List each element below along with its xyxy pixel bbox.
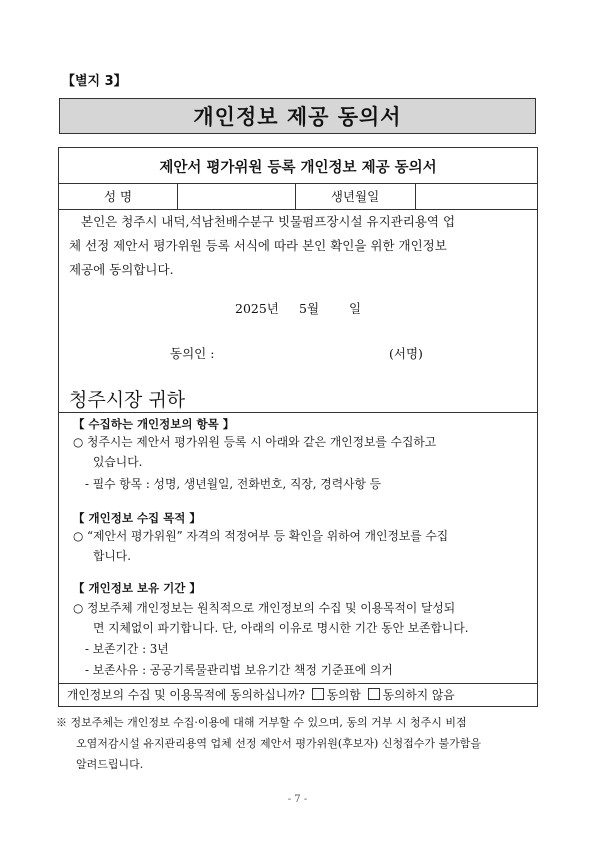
attachment-label: 【별지 3】 xyxy=(62,74,127,89)
footnote-line-2: 오염저감시설 유지관리용역 업체 선정 제안서 평가위원(후보자) 신청접수가 불가함을 xyxy=(76,737,481,750)
footnote-line-1: ※ 정보주체는 개인정보 수집·이용에 대해 거부할 수 있으며, 동의 거부 시 청주시 비점 xyxy=(56,716,467,729)
birth-label: 생년월일 xyxy=(330,189,380,204)
section-text: ○ 청주시는 제안서 평가위원 등록 시 아래와 같은 개인정보를 수집하고 xyxy=(73,435,437,449)
date-month: 5월 xyxy=(299,301,320,316)
consent-row xyxy=(67,685,455,705)
section-text: 있습니다. xyxy=(93,455,143,469)
statement-line-2: 체 선정 제안서 평가위원 등록 서식에 따라 본인 확인을 위한 개인정보 xyxy=(69,238,447,253)
addressee: 청주시장 귀하 xyxy=(69,389,186,411)
date-year: 2025년 xyxy=(235,301,279,316)
divider xyxy=(59,683,537,684)
consent-form xyxy=(58,147,538,707)
document-title: 개인정보 제공 동의서 xyxy=(193,105,402,129)
birth-field[interactable] xyxy=(415,185,537,209)
section-heading: 【 개인정보 수집 목적 】 xyxy=(73,511,201,525)
divider xyxy=(59,412,537,413)
signature-label: (서명) xyxy=(389,346,423,361)
section-text: 합니다. xyxy=(93,549,131,563)
divider xyxy=(59,183,537,184)
section-text: 면 지체없이 파기합니다. 단, 아래의 이유로 명시한 기간 동안 보존합니다. xyxy=(93,621,469,635)
document-title-box xyxy=(59,98,536,134)
disagree-label: 동의하지 않음 xyxy=(382,688,455,702)
agree-checkbox[interactable] xyxy=(312,688,324,700)
name-label: 성 명 xyxy=(103,189,133,204)
page-number: - 7 - xyxy=(287,794,308,805)
section-text: ○ 정보주체 개인정보는 원칙적으로 개인정보의 수집 및 이용목적이 달성되 xyxy=(73,601,456,615)
section-text: - 보존기간 : 3년 xyxy=(85,642,169,656)
footnote-line-3: 알려드립니다. xyxy=(76,758,144,771)
section-text: - 보존사유 : 공공기록물관리법 보유기간 책정 기준표에 의거 xyxy=(85,663,393,677)
statement-line-1: 본인은 청주시 내덕,석남천배수분구 빗물펌프장시설 유지관리용역 업 xyxy=(81,214,456,229)
name-field[interactable] xyxy=(177,185,295,209)
statement-line-3: 제공에 동의합니다. xyxy=(69,262,174,277)
agree-label: 동의함 xyxy=(326,688,361,702)
consenter-label: 동의인 : xyxy=(170,346,215,361)
section-heading: 【 수집하는 개인정보의 항목 】 xyxy=(73,417,235,431)
form-title: 제안서 평가위원 등록 개인정보 제공 동의서 xyxy=(159,160,437,176)
section-text: ○ “제안서 평가위원” 자격의 적정여부 등 확인을 위하여 개인정보를 수집 xyxy=(73,529,449,543)
section-text: - 필수 항목 : 성명, 생년월일, 전화번호, 직장, 경력사항 등 xyxy=(85,477,382,491)
section-heading: 【 개인정보 보유 기간 】 xyxy=(73,581,201,595)
consent-question: 개인정보의 수집 및 이용목적에 동의하십니까? xyxy=(67,688,305,702)
date-day: 일 xyxy=(349,301,362,316)
disagree-checkbox[interactable] xyxy=(368,688,380,700)
